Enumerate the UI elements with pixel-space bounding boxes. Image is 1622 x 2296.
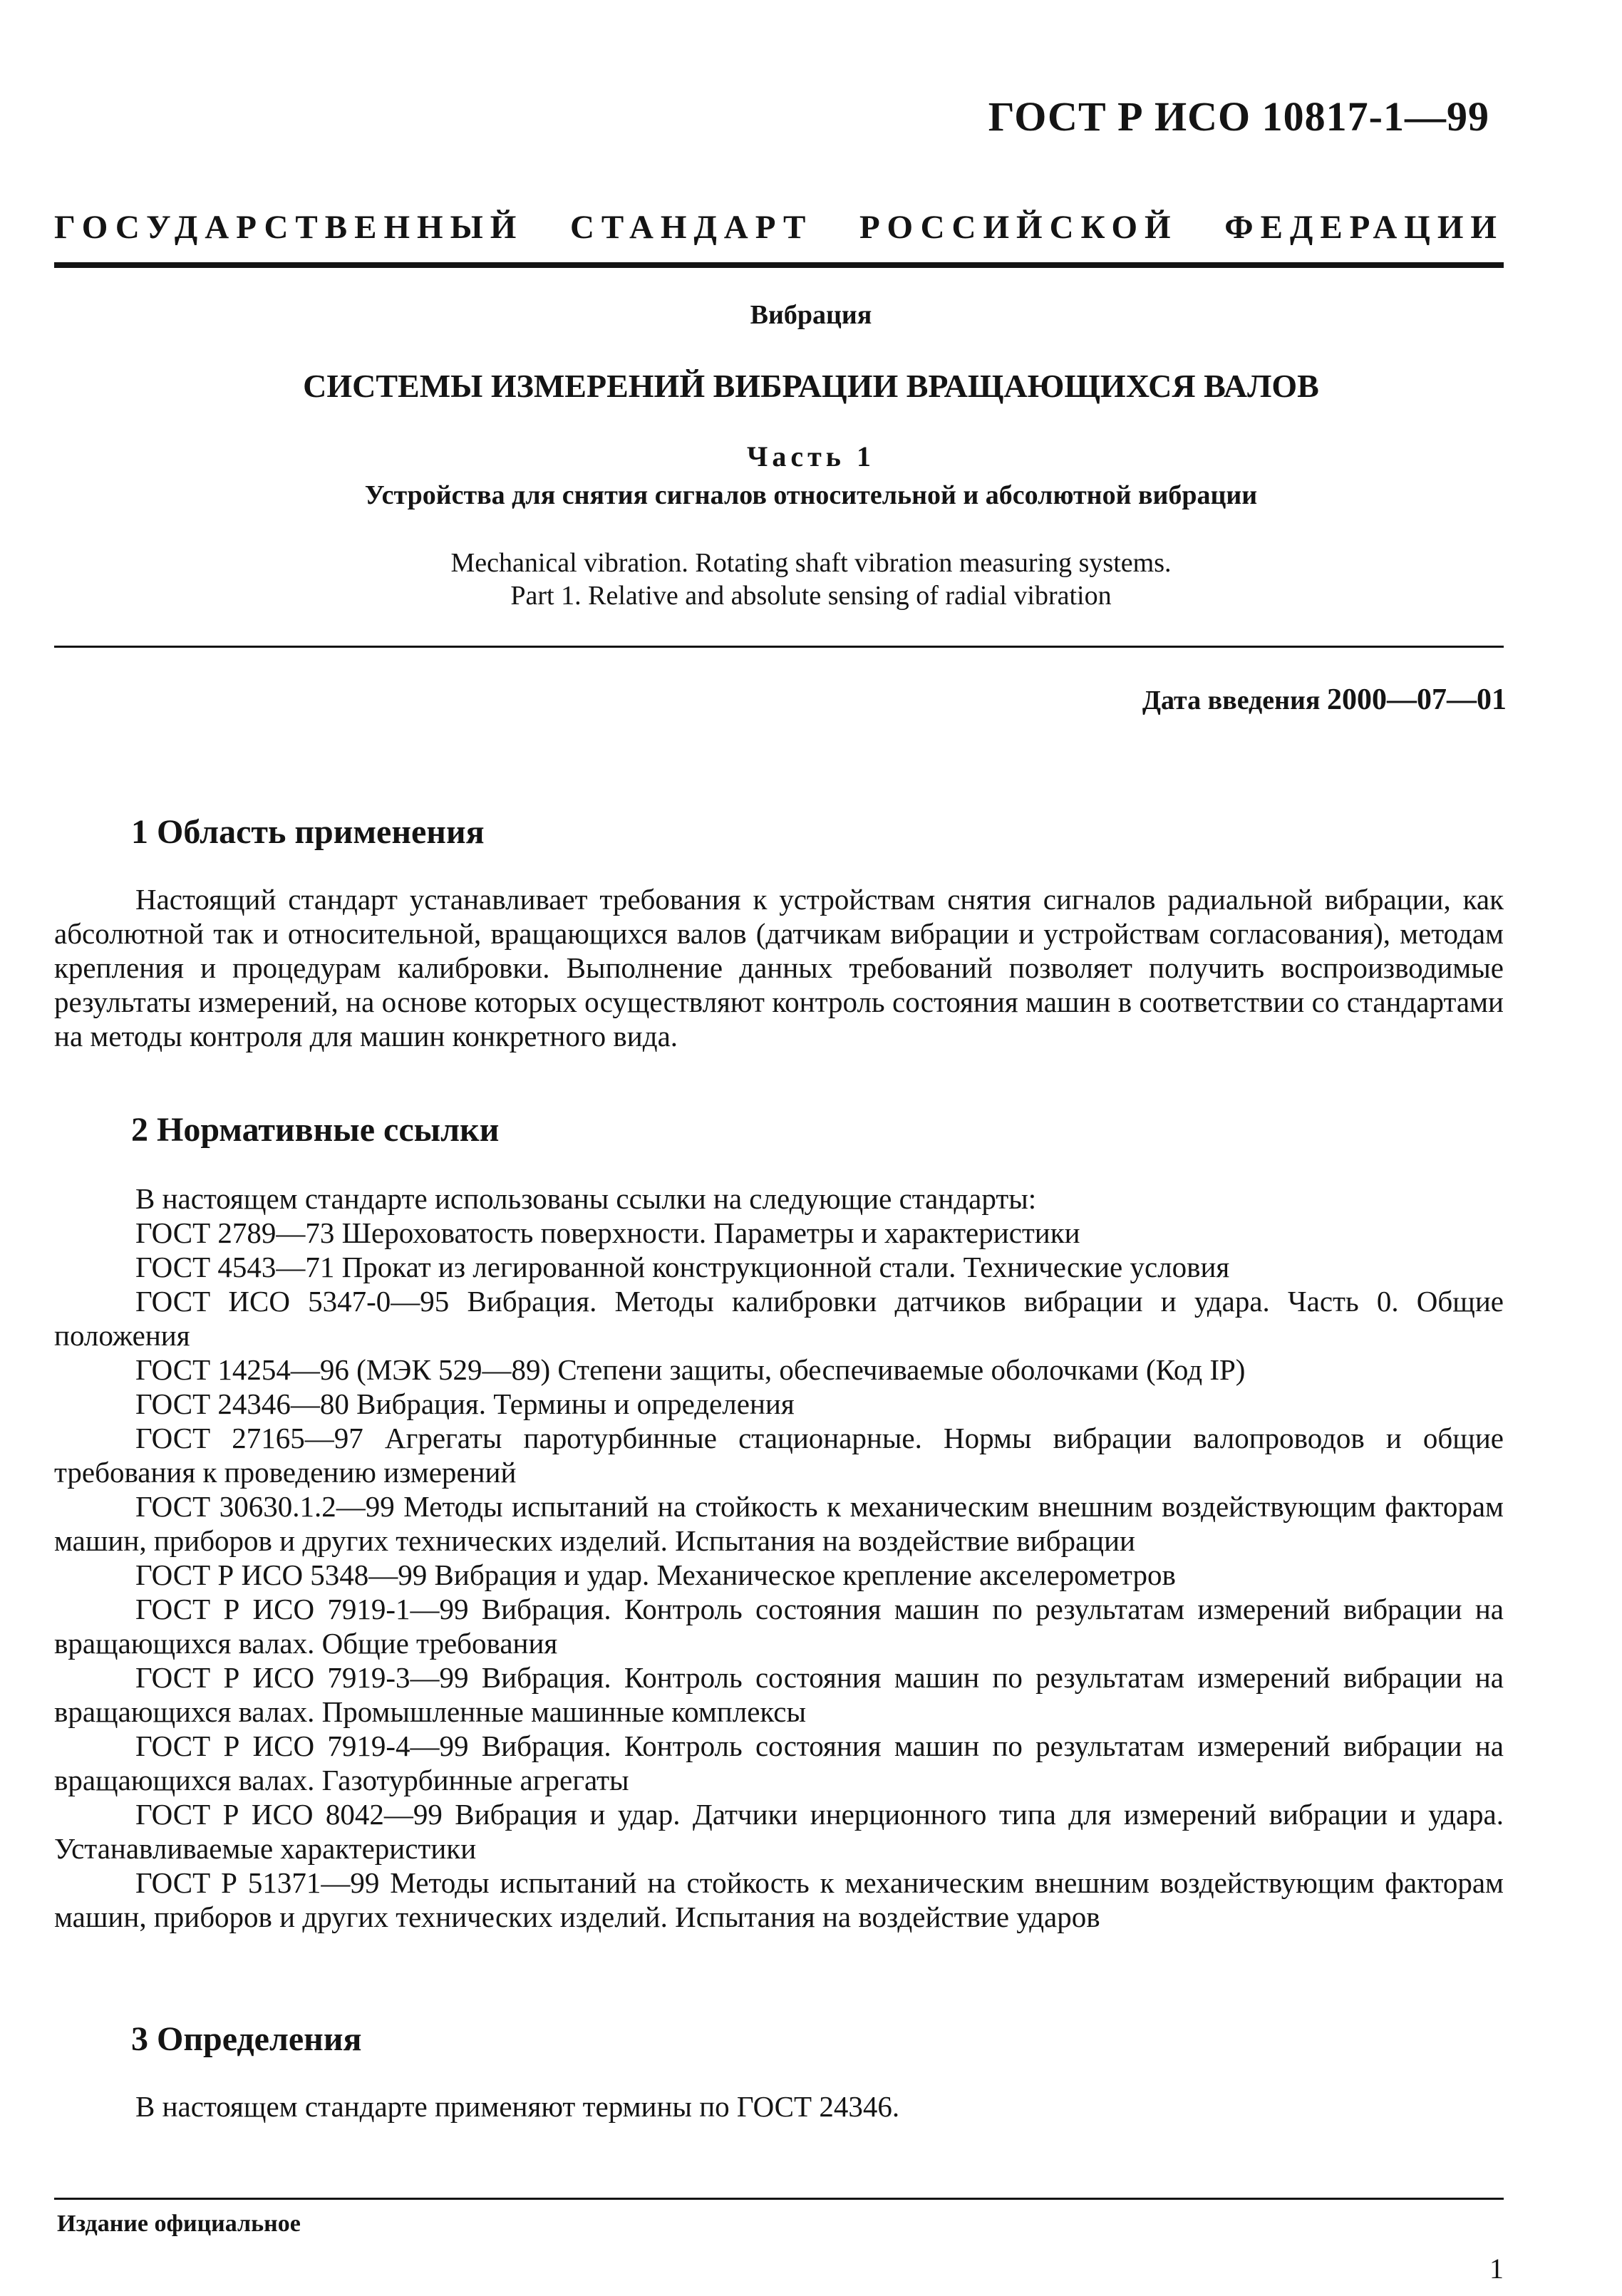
introduction-date-label: Дата введения (1142, 686, 1321, 715)
reference-item: ГОСТ Р ИСО 7919-1—99 Вибрация. Контроль состояния машин по результатам измерений вибрации на вращающихся валах. Общие требования (54, 1593, 1504, 1660)
introduction-date (1142, 683, 1507, 717)
reference-item: ГОСТ ИСО 5347-0—95 Вибрация. Методы калибровки датчиков вибрации и удара. Часть 0. Общие положения (54, 1285, 1504, 1352)
reference-item: ГОСТ Р ИСО 7919-3—99 Вибрация. Контроль состояния машин по результатам измерений вибрации на вращающихся валах. Промышленные машинные комплексы (54, 1661, 1504, 1728)
english-title-line-1: Mechanical vibration. Rotating shaft vibration measuring systems. (450, 548, 1172, 578)
header-rule-thick (54, 262, 1504, 268)
main-title: СИСТЕМЫ ИЗМЕРЕНИЙ ВИБРАЦИИ ВРАЩАЮЩИХСЯ ВАЛОВ (303, 368, 1319, 404)
reference-item: ГОСТ 4543—71 Прокат из легированной конструкционной стали. Технические условия (135, 1251, 1230, 1283)
reference-item: ГОСТ Р ИСО 7919-4—99 Вибрация. Контроль состояния машин по результатам измерений вибрации на вращающихся валах. Газотурбинные агрегаты (54, 1729, 1504, 1796)
title-block-rule (54, 646, 1504, 648)
section-text-scope (54, 882, 1504, 1053)
references-intro: В настоящем стандарте использованы ссылки на следующие стандарты: (135, 1182, 1037, 1215)
introduction-date-value: 2000—07—01 (1327, 683, 1507, 716)
reference-item: ГОСТ Р ИСО 5348—99 Вибрация и удар. Механическое крепление акселерометров (135, 1558, 1176, 1591)
subject-title: Вибрация (750, 300, 872, 330)
organization-title: ГОСУДАРСТВЕННЫЙ СТАНДАРТ РОССИЙСКОЙ ФЕДЕРАЦИИ (54, 209, 1504, 246)
reference-item: ГОСТ 27165—97 Агрегаты паротурбинные стационарные. Нормы вибрации валопроводов и общие требования к проведению измерений (54, 1422, 1504, 1489)
section-heading-scope: 1 Область применения (131, 813, 485, 851)
section-heading-definitions: 3 Определения (131, 2020, 362, 2058)
english-title-line-2: Part 1. Relative and absolute sensing of radial vibration (510, 581, 1112, 611)
reference-item: ГОСТ 2789—73 Шероховатость поверхности. Параметры и характеристики (135, 1216, 1080, 1249)
definitions-paragraph: В настоящем стандарте применяют термины по ГОСТ 24346. (135, 2090, 900, 2123)
page-number: 1 (1489, 2253, 1504, 2285)
reference-item: ГОСТ 30630.1.2—99 Методы испытаний на стойкость к механическим внешним воздействующим факторам машин, приборов и других технических изделий. Испытания на воздействие вибрации (54, 1490, 1504, 1557)
part-title: Устройства для снятия сигналов относительной и абсолютной вибрации (364, 480, 1258, 510)
footer-rule (54, 2198, 1504, 2200)
section-heading-references: 2 Нормативные ссылки (131, 1111, 500, 1149)
references-list (54, 1181, 1504, 1934)
edition-label: Издание официальное (57, 2210, 301, 2237)
document-number: ГОСТ Р ИСО 10817-1—99 (988, 93, 1489, 140)
reference-item: ГОСТ Р ИСО 8042—99 Вибрация и удар. Датчики инерционного типа для измерений вибрации и удара. Устанавливаемые характеристики (54, 1798, 1504, 1865)
reference-item: ГОСТ 14254—96 (МЭК 529—89) Степени защиты, обеспечиваемые оболочками (Код IP) (135, 1353, 1246, 1386)
part-label: Часть 1 (747, 440, 875, 472)
reference-item: ГОСТ 24346—80 Вибрация. Термины и определения (135, 1387, 795, 1420)
scope-paragraph: Настоящий стандарт устанавливает требования к устройствам снятия сигналов радиальной вибрации, как абсолютной так и относительной, вращающихся валов (датчикам вибрации и устройствам согласования), методам крепления и процедурам калибровки. Выполнение данных требований позволяет получить воспроизводимые результаты измерений, на основе которых осуществляют контроль состояния машин в соответствии со стандартами на методы контроля для машин конкретного вида. (54, 883, 1504, 1053)
reference-item: ГОСТ Р 51371—99 Методы испытаний на стойкость к механическим внешним воздействующим факторам машин, приборов и других технических изделий. Испытания на воздействие ударов (54, 1866, 1504, 1933)
